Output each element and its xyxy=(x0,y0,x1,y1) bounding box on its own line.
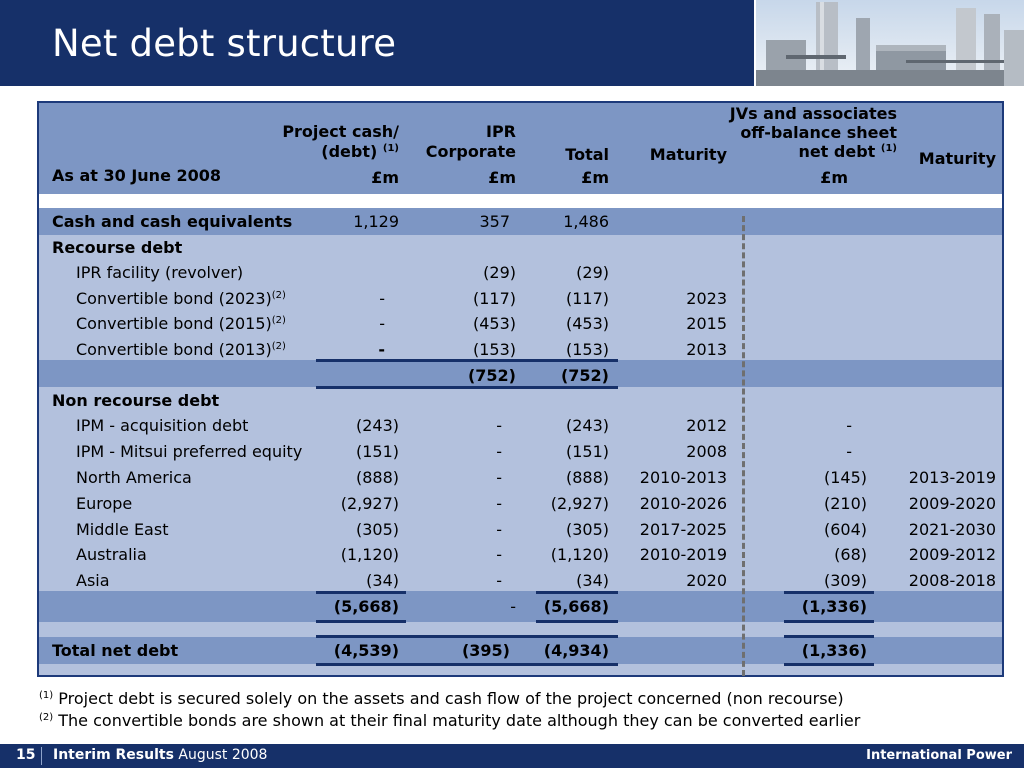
subtotal-rule xyxy=(784,591,874,594)
row-jv: - xyxy=(846,442,852,461)
row-project: (305) xyxy=(355,520,399,539)
row-jv: (309) xyxy=(823,571,867,590)
row-maturity: 2023 xyxy=(686,289,727,308)
divider xyxy=(41,747,42,765)
cash-ipr: 357 xyxy=(479,212,510,231)
col-total-header: Total xyxy=(565,145,609,164)
total-project: (4,539) xyxy=(333,641,399,660)
row-jv-maturity: 2021-2030 xyxy=(908,520,996,539)
total-rule xyxy=(784,663,874,666)
nonrecourse-subtotal-project: (5,668) xyxy=(333,597,399,616)
spacer-band xyxy=(39,194,1002,208)
row-maturity: 2010-2026 xyxy=(639,494,727,513)
row-label: Australia xyxy=(76,545,147,564)
row-maturity: 2008 xyxy=(686,442,727,461)
row-maturity: 2010-2013 xyxy=(639,468,727,487)
row-project: - xyxy=(379,289,385,308)
row-project: (151) xyxy=(355,442,399,461)
row-total: (888) xyxy=(565,468,609,487)
row-project: (888) xyxy=(355,468,399,487)
row-jv-maturity: 2009-2012 xyxy=(908,545,996,564)
footnotes xyxy=(39,688,860,732)
presentation-title: Interim Results August 2008 xyxy=(53,747,268,763)
company-brand: International Power xyxy=(866,748,1012,763)
row-project: - xyxy=(378,340,385,359)
row-label: IPM - acquisition debt xyxy=(76,416,249,435)
nonrecourse-subtotal-total: (5,668) xyxy=(543,597,609,616)
row-ipr: - xyxy=(496,416,502,435)
recourse-subtotal-total: (752) xyxy=(560,366,609,385)
recourse-subtotal-band xyxy=(39,360,1002,387)
unit-label: £m xyxy=(581,168,609,187)
row-jv: (145) xyxy=(823,468,867,487)
subtotal-rule xyxy=(316,386,618,389)
col-project-header-line1: Project cash/ xyxy=(282,122,399,141)
row-project: - xyxy=(379,314,385,333)
row-total: (1,120) xyxy=(550,545,609,564)
row-jv-maturity: 2013-2019 xyxy=(908,468,996,487)
row-label: Convertible bond $(2023)^{(2)}$ xyxy=(76,289,286,308)
row-total: (243) xyxy=(565,416,609,435)
row-ipr: (153) xyxy=(472,340,516,359)
power-plant-photo xyxy=(754,0,1024,86)
row-label: Europe xyxy=(76,494,133,513)
col-jv-header-line1: JVs and associates xyxy=(729,104,897,123)
total-ipr: (395) xyxy=(461,641,510,660)
row-maturity: 2020 xyxy=(686,571,727,590)
row-maturity: 2015 xyxy=(686,314,727,333)
as-at-label: As at 30 June 2008 xyxy=(52,166,222,185)
subtotal-rule xyxy=(316,620,406,623)
row-jv: (68) xyxy=(834,545,867,564)
total-jv: (1,336) xyxy=(801,641,867,660)
subtotal-rule xyxy=(536,620,618,623)
row-project: (243) xyxy=(355,416,399,435)
unit-label: £m xyxy=(488,168,516,187)
col-jv-header-line2: off-balance sheet xyxy=(740,123,897,142)
net-debt-table xyxy=(37,101,1004,677)
row-label: Convertible bond $(2015)^{(2)}$ xyxy=(76,314,286,333)
row-ipr: - xyxy=(496,545,502,564)
row-total: (151) xyxy=(565,442,609,461)
row-ipr: - xyxy=(496,468,502,487)
nonrecourse-label: Non recourse debt xyxy=(52,391,220,410)
recourse-label: Recourse debt xyxy=(52,238,183,257)
row-label: Convertible bond $(2013)^{(2)}$ xyxy=(76,340,286,359)
row-total: (2,927) xyxy=(550,494,609,513)
row-ipr: - xyxy=(496,520,502,539)
row-jv-maturity: 2008-2018 xyxy=(908,571,996,590)
row-total: (453) xyxy=(565,314,609,333)
row-label: Asia xyxy=(76,571,110,590)
row-ipr: (453) xyxy=(472,314,516,333)
cash-project: 1,129 xyxy=(353,212,399,231)
total-total: (4,934) xyxy=(543,641,609,660)
row-label: North America xyxy=(76,468,192,487)
row-ipr: - xyxy=(496,442,502,461)
unit-label: £m xyxy=(820,168,848,187)
row-project: (1,120) xyxy=(340,545,399,564)
page-title: Net debt structure xyxy=(52,22,397,65)
row-jv: - xyxy=(846,416,852,435)
row-ipr: (29) xyxy=(483,263,516,282)
section-divider xyxy=(742,216,745,676)
row-total: (117) xyxy=(565,289,609,308)
cash-total: 1,486 xyxy=(563,212,609,231)
row-label: Middle East xyxy=(76,520,169,539)
row-label: IPR facility (revolver) xyxy=(76,263,244,282)
subtotal-rule xyxy=(316,359,618,362)
col-ipr-header-line1: IPR xyxy=(486,122,516,141)
col-jv-header-line3: net debt $^{(1)}$ xyxy=(798,142,897,161)
row-project: (34) xyxy=(366,571,399,590)
row-total: (29) xyxy=(576,263,609,282)
row-maturity: 2010-2019 xyxy=(639,545,727,564)
row-maturity: 2013 xyxy=(686,340,727,359)
header-bar xyxy=(0,0,1024,86)
total-rule xyxy=(316,663,618,666)
nonrecourse-subtotal-jv: (1,336) xyxy=(801,597,867,616)
row-ipr: - xyxy=(496,571,502,590)
row-maturity: 2012 xyxy=(686,416,727,435)
col-maturity-header: Maturity xyxy=(649,145,727,164)
row-total: (34) xyxy=(576,571,609,590)
total-label: Total net debt xyxy=(52,641,179,660)
cash-label: Cash and cash equivalents xyxy=(52,212,293,231)
footnote: $^{(1)}$ Project debt is secured solely on the assets and cash flow of the project concerned (non recourse) xyxy=(39,689,844,708)
row-total: (153) xyxy=(565,340,609,359)
subtotal-rule xyxy=(536,591,618,594)
total-rule xyxy=(316,635,618,638)
row-project: (2,927) xyxy=(340,494,399,513)
col-project-header-line2: (debt) $^{(1)}$ xyxy=(321,142,399,161)
row-total: (305) xyxy=(565,520,609,539)
row-jv-maturity: 2009-2020 xyxy=(908,494,996,513)
row-ipr: - xyxy=(496,494,502,513)
col-ipr-header-line2: Corporate xyxy=(425,142,516,161)
total-rule xyxy=(784,635,874,638)
footer-bar xyxy=(0,744,1024,768)
page-number: 15 xyxy=(16,747,36,763)
row-jv: (604) xyxy=(823,520,867,539)
nonrecourse-subtotal-ipr: - xyxy=(510,597,516,616)
row-maturity: 2017-2025 xyxy=(639,520,727,539)
col-jv-maturity-header: Maturity xyxy=(918,149,996,168)
subtotal-rule xyxy=(784,620,874,623)
footnote: $^{(2)}$ The convertible bonds are shown at their final maturity date although they can be converted earlier xyxy=(39,711,861,730)
row-label: IPM - Mitsui preferred equity xyxy=(76,442,303,461)
recourse-subtotal-ipr: (752) xyxy=(467,366,516,385)
row-ipr: (117) xyxy=(472,289,516,308)
row-jv: (210) xyxy=(823,494,867,513)
unit-label: £m xyxy=(371,168,399,187)
subtotal-rule xyxy=(316,591,406,594)
